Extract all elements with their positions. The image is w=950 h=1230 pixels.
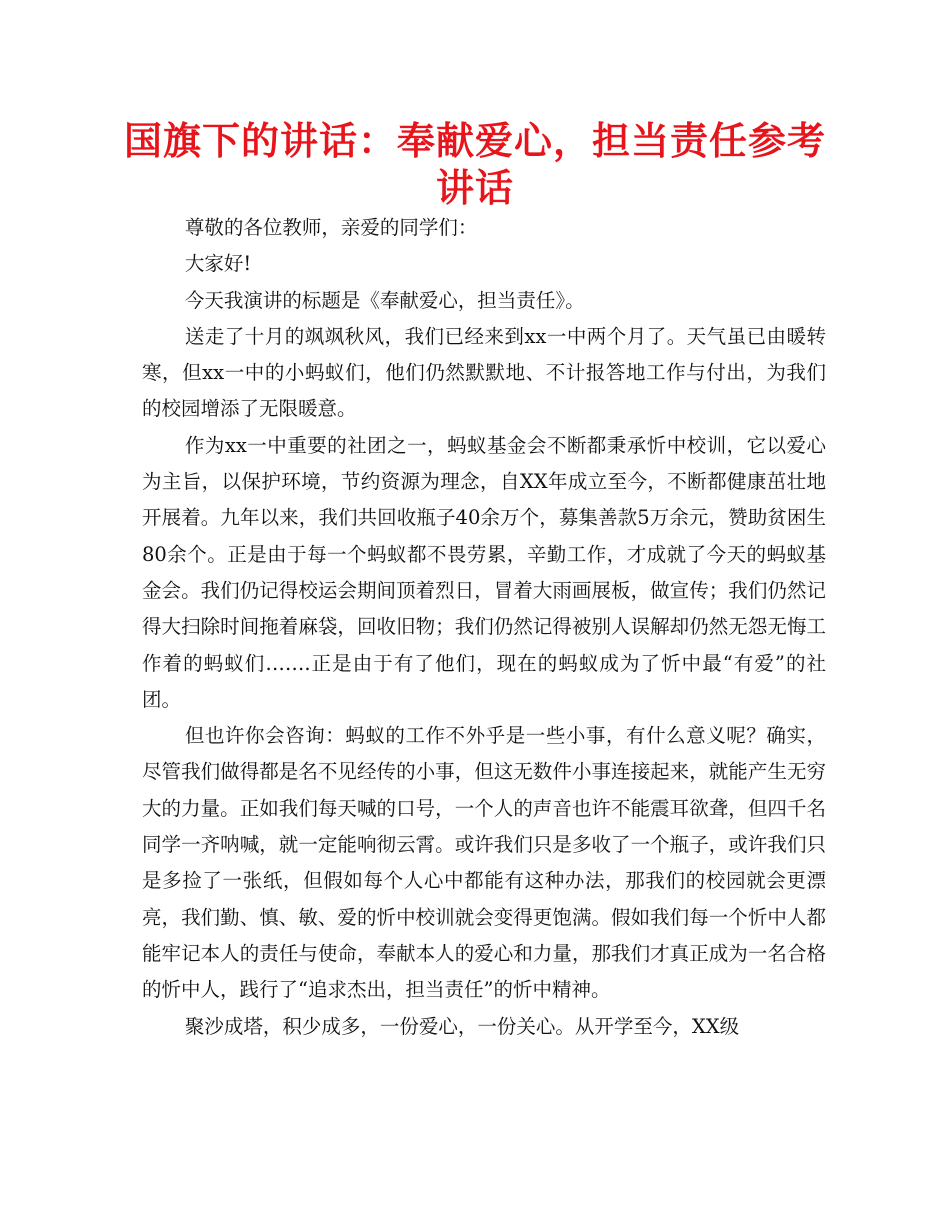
document-body <box>142 210 826 1045</box>
paragraph: 但也许你会咨询：蚂蚁的工作不外乎是一些小事，有什么意义呢？确实，尽管我们做得都是名不见经传的小事，但这无数件小事连接起来，就能产生无穷大的力量。正如我们每天喊的口号，一个人的声音也许不能震耳欲聋，但四千名同学一齐呐喊，就一定能响彻云霄。或许我们只是多收了一个瓶子，或许我们只是多捡了一张纸，但假如每个人心中都能有这种办法，那我们的校园就会更漂亮，我们勤、慎、敏、爱的忻中校训就会变得更饱满。假如我们每一个忻中人都能牢记本人的责任与使命，奉献本人的爱心和力量，那我们才真正成为一名合格的忻中人，践行了“追求杰出，担当责任”的忻中精神。 <box>142 724 826 1002</box>
paragraph: 作为xx一中重要的社团之一，蚂蚁基金会不断都秉承忻中校训，它以爱心为主旨，以保护环境，节约资源为理念，自XX年成立至今，不断都健康茁壮地开展着。九年以来，我们共回收瓶子40余万个，募集善款5万余元，赞助贫困生80余个。正是由于每一个蚂蚁都不畏劳累，辛勤工作，才成就了今天的蚂蚁基金会。我们仍记得校运会期间顶着烈日，冒着大雨画展板，做宣传；我们仍然记得大扫除时间拖着麻袋，回收旧物；我们仍然记得被别人误解却仍然无怨无悔工作着的蚂蚁们…….正是由于有了他们，现在的蚂蚁成为了忻中最“有爱”的社团。 <box>142 433 826 711</box>
paragraph-greeting: 大家好! <box>184 252 252 276</box>
paragraph: 送走了十月的飒飒秋风，我们已经来到xx一中两个月了。天气虽已由暖转寒，但xx一中的小蚂蚁们，他们仍然默默地、不计报答地工作与付出，为我们的校园增添了无限暖意。 <box>142 324 826 421</box>
paragraph-topic: 今天我演讲的标题是《奉献爱心，担当责任》。 <box>184 288 585 312</box>
document-title: 国旗下的讲话：奉献爱心，担当责任参考讲话 <box>123 119 826 210</box>
paragraph-salutation: 尊敬的各位教师，亲爱的同学们： <box>184 216 478 239</box>
paragraph: 聚沙成塔，积少成多，一份爱心，一份关心。从开学至今，XX级 <box>184 1014 740 1038</box>
